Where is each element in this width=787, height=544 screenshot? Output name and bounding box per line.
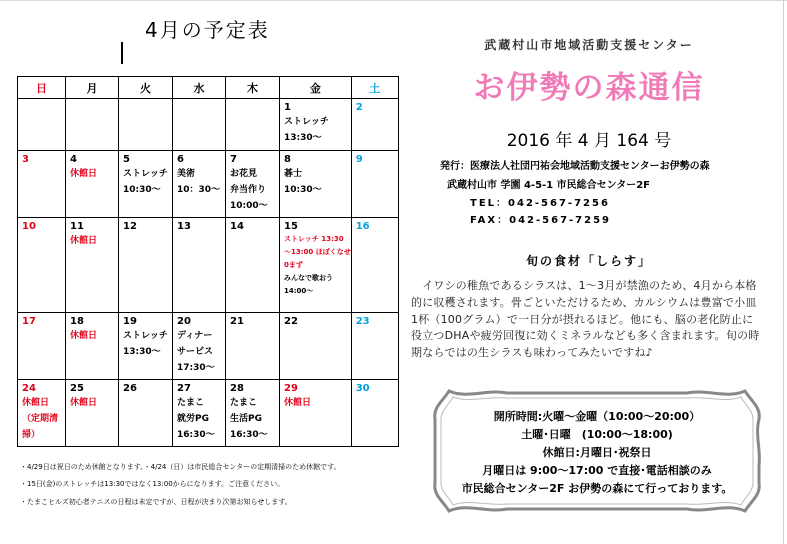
section-title: 旬の食材「しらす」 — [525, 254, 652, 268]
calendar-week-row — [18, 218, 399, 313]
calendar-day-cell — [18, 313, 66, 380]
day-number: 22 — [284, 316, 298, 327]
calendar-day-cell — [351, 380, 398, 447]
weekday-header: 木 — [226, 77, 280, 99]
calendar-day-cell — [66, 99, 119, 151]
day-note: 掃） — [22, 430, 41, 440]
day-number: 14 — [230, 221, 244, 232]
calendar-day-cell — [66, 380, 119, 447]
calendar-day-cell — [18, 218, 66, 313]
day-number: 21 — [230, 316, 244, 327]
calendar-week-row — [18, 313, 399, 380]
calendar-day-cell — [66, 151, 119, 218]
day-note: 16:30〜 — [230, 430, 268, 440]
address-line: 武蔵村山市 学園 4-5-1 市民総合センター2F — [447, 180, 651, 191]
tel-line: TEL：042-567-7256 — [470, 198, 610, 209]
day-note: ディナー — [177, 331, 213, 341]
day-note: 休館日 — [284, 398, 312, 408]
calendar-day-cell — [18, 380, 66, 447]
calendar-day-cell — [173, 151, 226, 218]
day-note: 休館日 — [70, 331, 98, 341]
calendar-day-cell — [18, 151, 66, 218]
calendar-day-cell — [351, 218, 398, 313]
day-note: 16:30〜 — [177, 430, 215, 440]
text-cursor — [121, 42, 123, 64]
day-note: 美術 — [177, 169, 196, 179]
day-number: 20 — [177, 316, 191, 327]
calendar-weekday-row — [18, 77, 399, 99]
day-note: サービス — [177, 347, 214, 357]
day-number: 9 — [355, 154, 363, 165]
day-number: 24 — [22, 383, 36, 394]
calendar-day-cell — [226, 99, 280, 151]
calendar-day-cell — [226, 380, 280, 447]
weekday-header: 月 — [66, 77, 119, 99]
weekday-header: 土 — [351, 77, 398, 99]
day-note: 13:30〜 — [123, 347, 161, 357]
article-paragraph: イワシの稚魚であるシラスは、1〜3月が禁漁のため、4月から本格的に収穫されます。骨ごといただけるため、カルシウムは豊富で小皿1杯（100グラム）で一日分が摂れるほど。他にも、脳の老化防止に役立つDHAや疲労回復に効くミネラルなども多く含まれます。旬の時期ならではの生シラスも味わってみたいですね♪ — [411, 279, 760, 360]
calendar-day-cell — [351, 151, 398, 218]
day-note: 〜13:00 ほぼくなせ — [284, 248, 351, 256]
calendar-day-cell — [119, 151, 173, 218]
day-note: 休館日 — [70, 169, 98, 179]
day-note: ストレッチ — [123, 169, 168, 179]
calendar-week-row — [18, 99, 399, 151]
day-number: 18 — [70, 316, 84, 327]
day-number: 8 — [284, 154, 291, 165]
calendar-day-cell — [226, 151, 280, 218]
page-right-border — [783, 0, 784, 544]
calendar-day-cell — [119, 99, 173, 151]
page-top-border — [0, 0, 787, 1]
publisher-line: 発行：医療法人社団円祐会地域活動支援センターお伊勢の森 — [440, 161, 710, 172]
day-note: 17:30〜 — [177, 363, 215, 373]
calendar-day-cell — [226, 218, 280, 313]
day-note: 13:30〜 — [284, 133, 322, 143]
calendar-day-cell — [18, 99, 66, 151]
day-note: たまこ — [230, 398, 258, 408]
day-note: ストレッチ — [284, 117, 329, 127]
calendar-day-cell — [351, 99, 398, 151]
calendar-day-cell — [119, 380, 173, 447]
weekday-header: 日 — [18, 77, 66, 99]
weekday-header: 火 — [119, 77, 173, 99]
calendar-day-cell — [280, 151, 352, 218]
day-note: 14:00〜 — [284, 287, 314, 295]
hours-line-2: 土曜･日曜 (10:00〜18:00) — [521, 428, 673, 441]
day-number: 13 — [177, 221, 191, 232]
fax-line: FAX：042-567-7259 — [470, 215, 612, 226]
day-note: 就労PG — [177, 414, 209, 424]
calendar-day-cell — [173, 313, 226, 380]
day-number: 11 — [70, 221, 84, 232]
day-note: （定期清 — [22, 414, 59, 424]
footnote-1: ・4/29日は祝日のため休館となります。・4/24（日）は市民総合センターの定期清掃のため休館です。 — [20, 463, 341, 471]
weekday-header: 金 — [280, 77, 352, 99]
calendar-week-row — [18, 380, 399, 447]
day-note: たまこ — [177, 398, 205, 408]
day-note: みんなで歌おう — [284, 274, 333, 282]
hours-line-5: 市民総合センター2F お伊勢の森にて行っております。 — [461, 482, 733, 495]
calendar-day-cell — [280, 380, 352, 447]
weekday-header: 水 — [173, 77, 226, 99]
opening-hours-box — [427, 385, 767, 517]
day-number: 15 — [284, 221, 298, 232]
day-note: ストレッチ 13:30 — [284, 235, 344, 243]
day-number: 19 — [123, 316, 137, 327]
day-note: 碁士 — [284, 169, 303, 179]
calendar-day-cell — [66, 313, 119, 380]
day-note: 10:30〜 — [123, 185, 161, 195]
calendar-day-cell — [173, 380, 226, 447]
issue-number: 2016 年 4 月 164 号 — [506, 131, 672, 151]
day-note: 休館日 — [70, 398, 98, 408]
day-number: 23 — [355, 316, 370, 327]
hours-line-4: 月曜日は 9:00〜17:00 で直接･電話相談のみ — [482, 464, 712, 477]
footnote-2: ・15日(金)のストレッチは13:30ではなく13:00からになります。ご注意ください。 — [20, 480, 285, 488]
day-note: 生活PG — [230, 414, 262, 424]
day-number: 4 — [70, 154, 77, 165]
day-number: 30 — [355, 383, 370, 394]
calendar-day-cell — [119, 313, 173, 380]
day-number: 5 — [123, 154, 130, 165]
calendar-day-cell — [173, 218, 226, 313]
day-number: 12 — [123, 221, 137, 232]
calendar-day-cell — [280, 99, 352, 151]
day-note: 10:30〜 — [284, 185, 322, 195]
day-number: 25 — [70, 383, 84, 394]
day-number: 29 — [284, 383, 298, 394]
calendar-day-cell — [280, 313, 352, 380]
day-number: 2 — [355, 102, 363, 113]
day-number: 7 — [230, 154, 237, 165]
organization-name: 武蔵村山市地域活動支援センター — [484, 38, 694, 52]
day-note: 休館日 — [70, 236, 98, 246]
day-number: 17 — [22, 316, 36, 327]
footnote-3: ・たまこヒルズ初心者テニスの日程は未定ですが、日程が決まり次第お知らせします。 — [20, 498, 292, 506]
calendar-title: 4月の予定表 — [145, 18, 270, 42]
day-note: 0まず — [284, 261, 303, 269]
day-number: 10 — [22, 221, 36, 232]
newsletter-title: お伊勢の森通信 — [473, 70, 705, 106]
calendar-day-cell — [226, 313, 280, 380]
day-number: 3 — [22, 154, 29, 165]
day-note: 弁当作り — [230, 185, 267, 195]
day-note: 10：30〜 — [177, 185, 221, 195]
day-number: 26 — [123, 383, 137, 394]
day-note: お花見 — [230, 169, 258, 179]
day-number: 6 — [177, 154, 184, 165]
day-number: 1 — [284, 102, 291, 113]
day-number: 16 — [355, 221, 370, 232]
calendar-table — [17, 76, 399, 447]
calendar-day-cell — [173, 99, 226, 151]
day-note: ストレッチ — [123, 331, 168, 341]
day-number: 27 — [177, 383, 191, 394]
calendar-day-cell — [66, 218, 119, 313]
calendar-week-row — [18, 151, 399, 218]
calendar-day-cell — [119, 218, 173, 313]
day-note: 休館日 — [22, 398, 50, 408]
calendar-day-cell — [351, 313, 398, 380]
day-number: 28 — [230, 383, 244, 394]
day-note: 10:00〜 — [230, 201, 268, 211]
hours-line-1: 開所時間:火曜〜金曜（10:00〜20:00） — [493, 410, 701, 423]
hours-line-3: 休館日:月曜日･祝祭日 — [542, 446, 652, 459]
calendar-day-cell — [280, 218, 352, 313]
